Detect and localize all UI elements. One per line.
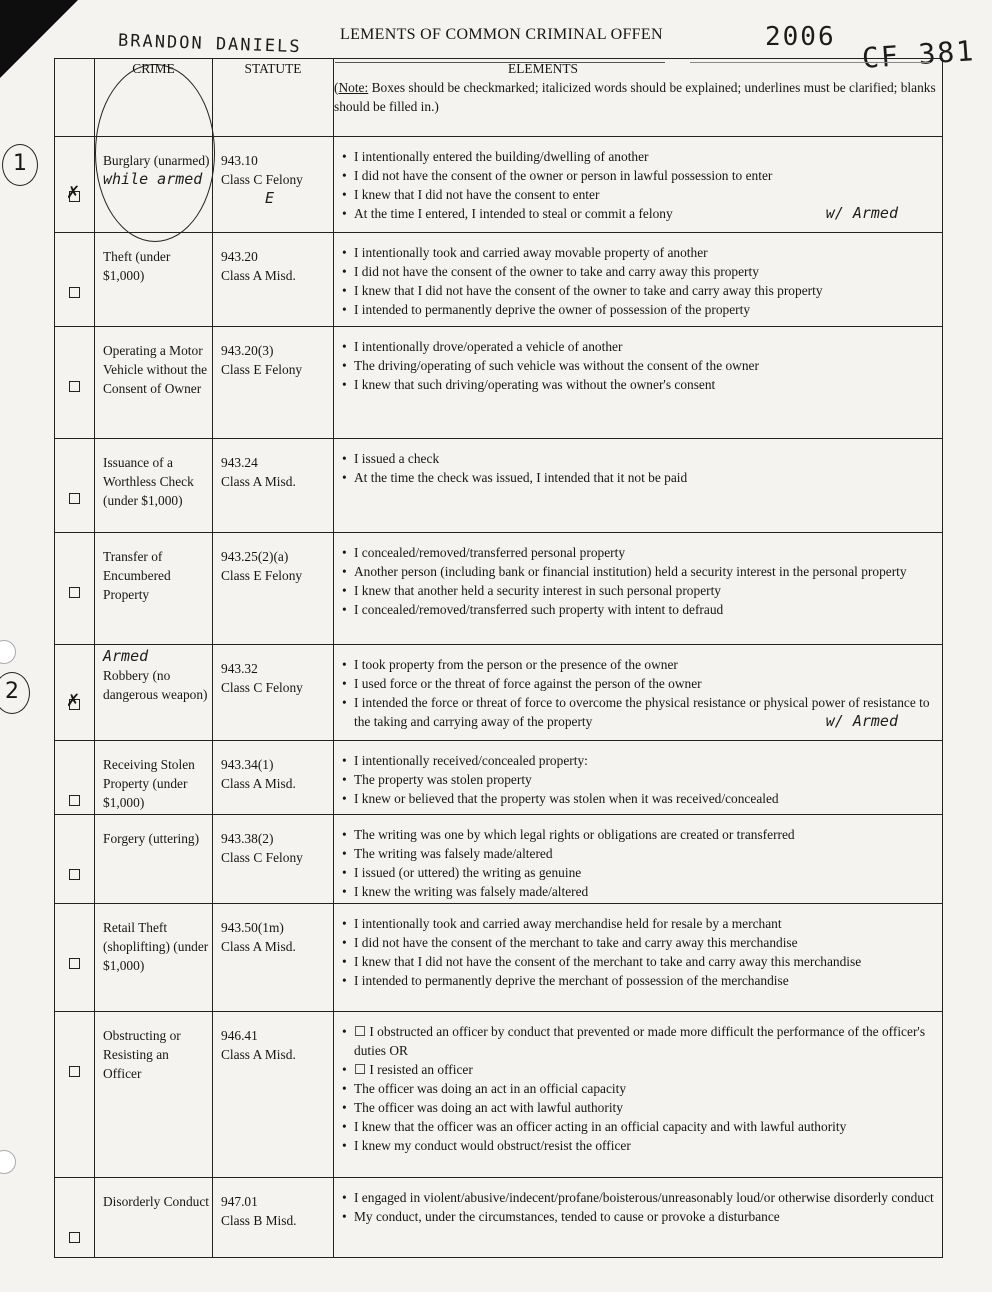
statute-cell [213,233,334,327]
elements-list [342,1188,938,1226]
statute-cell [213,1178,334,1258]
element-text: I intended to permanently deprive the merchant of possession of the merchandise [354,973,789,988]
element-text: I knew that I did not have the consent of the merchant to take and carry away this merchandise [354,954,862,969]
elements-list [342,449,938,487]
checkbox-cell [55,1012,95,1178]
crime-name: Disorderly Conduct [103,1194,209,1209]
statute-cell [213,904,334,1012]
statute-number: 943.32 [221,661,258,676]
elements-list [342,825,938,901]
table-row [55,1012,943,1178]
checkbox-cell [55,645,95,741]
statute-cell [213,1012,334,1178]
checkbox-cell [55,233,95,327]
element-text: The officer was doing an act in an official capacity [354,1081,627,1096]
statute-class: Class C Felony [221,850,303,865]
element-item [342,914,938,933]
crime-checkbox[interactable] [69,958,80,969]
crime-cell [95,439,213,533]
element-item [342,356,938,375]
element-item [342,262,938,281]
checkbox-cell [55,904,95,1012]
statute-class: Class A Misd. [221,474,296,489]
checkbox-cell [55,1178,95,1258]
elements-cell [334,233,943,327]
element-text: The officer was doing an act with lawful authority [354,1100,623,1115]
statute-number: 943.25(2)(a) [221,549,289,564]
crime-checkbox[interactable] [69,493,80,504]
element-item [342,1188,938,1207]
crime-cell [95,233,213,327]
element-item [342,882,938,901]
element-item [342,789,938,808]
element-item [342,300,938,319]
table-row [55,533,943,645]
element-item [342,844,938,863]
handwritten-crime-annotation: while armed [103,170,203,188]
handwritten-crime-annotation: Armed [103,647,149,665]
table-row [55,439,943,533]
hole-punch-mark [0,640,16,664]
crime-cell [95,533,213,645]
element-item [342,281,938,300]
element-item [342,375,938,394]
statute-class: Class A Misd. [221,776,296,791]
table-row [55,815,943,904]
table-row [55,137,943,233]
element-item [342,863,938,882]
element-text: I issued (or uttered) the writing as genuine [354,865,582,880]
statute-number: 943.24 [221,455,258,470]
element-item [342,600,938,619]
element-text: At the time I entered, I intended to steal or commit a felony [354,206,673,221]
elements-cell [334,1178,943,1258]
element-text: I used force or the threat of force against the person of the owner [354,676,702,691]
crime-name: Issuance of a Worthless Check (under $1,000) [103,455,194,508]
elements-list [342,147,938,223]
crime-cell [95,815,213,904]
table-row [55,741,943,815]
element-item [342,1022,938,1060]
element-item [342,468,938,487]
crime-cell [95,904,213,1012]
crime-checkbox[interactable] [69,869,80,880]
handwritten-case-number: CF 381 [860,34,977,75]
element-item [342,971,938,990]
element-item [342,1079,938,1098]
element-text: I knew my conduct would obstruct/resist the officer [354,1138,631,1153]
crime-cell [95,137,213,233]
header-statute: STATUTE [213,59,334,137]
crime-cell [95,645,213,741]
element-text: I knew that I did not have the consent to enter [354,187,600,202]
element-text: I knew that the officer was an officer acting in an official capacity and with lawful authority [354,1119,847,1134]
statute-number: 943.38(2) [221,831,274,846]
statute-class: Class C Felony [221,172,303,187]
element-text: I intentionally took and carried away merchandise held for resale by a merchant [354,916,782,931]
element-item [342,562,938,581]
header-elements: ELEMENTS (Note: Boxes should be checkmarked; italicized words should be explained; underlines must be clarified; blanks should be filled in.) [334,59,943,137]
element-text: I intentionally received/concealed property: [354,753,588,768]
element-item [342,674,938,693]
elements-list [342,914,938,990]
element-text: I concealed/removed/transferred such property with intent to defraud [354,602,724,617]
elements-cell [334,137,943,233]
crime-name: Transfer of Encumbered Property [103,549,171,602]
statute-cell [213,741,334,815]
element-item [342,543,938,562]
elements-cell [334,645,943,741]
checkbox-cell [55,741,95,815]
element-text: I issued a check [354,451,440,466]
element-text: I intended to permanently deprive the owner of possession of the property [354,302,751,317]
hole-punch-mark [0,1150,16,1174]
element-text: Another person (including bank or financial institution) held a security interest in the personal property [354,564,907,579]
crime-name: Obstructing or Resisting an Officer [103,1028,181,1081]
checkbox-cell [55,533,95,645]
element-text: At the time the check was issued, I intended that it not be paid [354,470,688,485]
statute-cell [213,327,334,439]
statute-class: Class C Felony [221,680,303,695]
crime-checkbox[interactable] [69,287,80,298]
crime-name: Retail Theft (shoplifting) (under $1,000) [103,920,209,973]
element-text: I knew that another held a security interest in such personal property [354,583,722,598]
element-item [342,1136,938,1155]
table-row [55,327,943,439]
element-text: I intended the force or threat of force to overcome the physical resistance or physical power of resistance to the taking and carrying away of the property [354,695,930,729]
statute-class: Class A Misd. [221,1047,296,1062]
statute-number: 943.20(3) [221,343,274,358]
statute-number: 943.20 [221,249,258,264]
note-text: Boxes should be checkmarked; italicized words should be explained; underlines must be clarified; blanks should be filled in.) [334,80,936,114]
checkbox-cell [55,137,95,233]
element-text: ☐ I obstructed an officer by conduct that prevented or made more difficult the performance of the officer's duties OR [354,1024,926,1058]
element-item [342,147,938,166]
handwritten-circled-number-2: 2 [0,672,30,714]
table-row [55,1178,943,1258]
element-item [342,1098,938,1117]
element-item [342,693,938,731]
elements-cell [334,741,943,815]
statute-number: 946.41 [221,1028,258,1043]
elements-list [342,543,938,619]
crime-name: Burglary (unarmed) [103,153,210,168]
element-item [342,185,938,204]
statute-cell [213,137,334,233]
elements-list [342,655,938,731]
statute-class: Class E Felony [221,568,303,583]
crime-checkbox[interactable] [69,1066,80,1077]
handwritten-element-annotation: w/ Armed [825,712,898,730]
element-text: I intentionally drove/operated a vehicle of another [354,339,623,354]
handwritten-year: 2006 [765,22,836,52]
crime-checkbox[interactable] [69,795,80,806]
statute-number: 943.50(1m) [221,920,284,935]
element-item [342,655,938,674]
elements-list [342,751,938,808]
statute-number: 943.34(1) [221,757,274,772]
element-text: I concealed/removed/transferred personal property [354,545,626,560]
element-text: I knew the writing was falsely made/altered [354,884,589,899]
element-item [342,449,938,468]
statute-class: Class B Misd. [221,1213,297,1228]
element-item [342,243,938,262]
elements-list [342,1022,938,1155]
element-text: ☐ I resisted an officer [354,1062,473,1077]
crime-cell [95,1012,213,1178]
element-text: The property was stolen property [354,772,532,787]
statute-cell [213,439,334,533]
element-text: I engaged in violent/abusive/indecent/profane/boisterous/unreasonably loud/or otherwise disorderly conduct [354,1190,934,1205]
statute-number: 947.01 [221,1194,258,1209]
element-text: My conduct, under the circumstances, tended to cause or provoke a disturbance [354,1209,780,1224]
element-item [342,933,938,952]
element-text: I intentionally entered the building/dwelling of another [354,149,649,164]
crime-checkbox[interactable] [69,191,80,202]
element-item [342,952,938,971]
element-item [342,751,938,770]
element-item [342,1117,938,1136]
element-text: I intentionally took and carried away movable property of another [354,245,708,260]
elements-list [342,337,938,394]
element-text: I did not have the consent of the owner or person in lawful possession to enter [354,168,773,183]
crime-checkbox[interactable] [69,1232,80,1243]
statute-number: 943.10 [221,153,258,168]
header-elements-title: ELEMENTS [508,61,578,76]
checkbox-cell [55,815,95,904]
crime-name: Theft (under $1,000) [103,249,171,283]
crime-checkbox[interactable] [69,381,80,392]
document-title: LEMENTS OF COMMON CRIMINAL OFFEN [340,26,663,43]
element-item [342,204,938,223]
crime-cell [95,1178,213,1258]
statute-cell [213,533,334,645]
checkbox-cell [55,439,95,533]
handwritten-name: BRANDON DANIELS [117,30,302,58]
element-item [342,337,938,356]
element-item [342,166,938,185]
header-crime: CRIME [95,59,213,137]
crime-elements-table [54,58,943,1258]
element-item [342,1060,938,1079]
statute-class: Class A Misd. [221,939,296,954]
element-text: I knew or believed that the property was stolen when it was received/concealed [354,791,779,806]
checkbox-cell [55,327,95,439]
elements-list [342,243,938,319]
handwritten-element-annotation: w/ Armed [825,204,898,222]
elements-cell [334,815,943,904]
table-header-row [55,59,943,137]
note-label: Note: [338,80,369,95]
elements-cell [334,327,943,439]
element-text: The writing was falsely made/altered [354,846,553,861]
statute-class: Class A Misd. [221,268,296,283]
element-text: The writing was one by which legal rights or obligations are created or transferred [354,827,795,842]
element-text: I took property from the person or the presence of the owner [354,657,678,672]
elements-cell [334,904,943,1012]
handwritten-statute-annotation: E [265,189,275,207]
element-item [342,825,938,844]
element-item [342,770,938,789]
table-row [55,904,943,1012]
statute-class: Class E Felony [221,362,303,377]
crime-name: Robbery (no dangerous weapon) [103,668,208,702]
elements-cell [334,533,943,645]
element-text: I knew that such driving/operating was without the owner's consent [354,377,716,392]
crime-name: Forgery (uttering) [103,831,200,846]
element-item [342,1207,938,1226]
table-row [55,645,943,741]
crime-cell [95,327,213,439]
crime-name: Receiving Stolen Property (under $1,000) [103,757,195,810]
element-item [342,581,938,600]
table-row [55,233,943,327]
handwritten-circled-number-1: 1 [2,144,38,186]
element-text: I did not have the consent of the merchant to take and carry away this merchandise [354,935,798,950]
element-text: I knew that I did not have the consent of the owner to take and carry away this property [354,283,823,298]
crime-checkbox[interactable] [69,699,80,710]
header-checkbox-column [55,59,95,137]
elements-cell [334,439,943,533]
elements-cell [334,1012,943,1178]
element-text: The driving/operating of such vehicle was without the consent of the owner [354,358,759,373]
crime-cell [95,741,213,815]
statute-cell [213,645,334,741]
statute-cell [213,815,334,904]
element-text: I did not have the consent of the owner to take and carry away this property [354,264,759,279]
crime-name: Operating a Motor Vehicle without the Consent of Owner [103,343,208,396]
crime-checkbox[interactable] [69,587,80,598]
